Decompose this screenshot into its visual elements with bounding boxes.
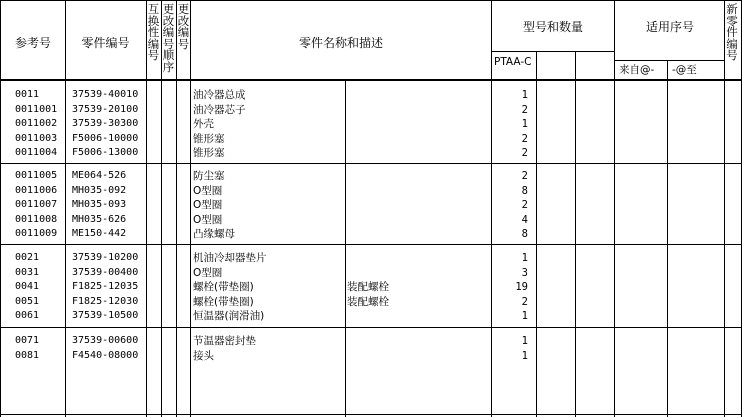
quantity: 2 (521, 147, 528, 159)
grid-line (345, 80, 346, 417)
part-no: MH035-093 (72, 199, 127, 210)
header-change-seq: 更改编号顺序 (162, 2, 175, 74)
grid-line (65, 0, 66, 417)
header-model-name: PTAA-C (494, 56, 532, 68)
ref-no: 0011003 (15, 132, 58, 144)
ref-no: 0011004 (15, 147, 58, 158)
part-name: 外壳 (193, 118, 214, 130)
quantity: 2 (521, 170, 528, 182)
part-name: O型圈 (193, 266, 223, 279)
part-name: 机油冷却器垫片 (193, 252, 267, 264)
part-no: 37539-00400 (72, 266, 139, 278)
part-no: 37539-40010 (72, 89, 139, 100)
part-no: 37539-10200 (72, 252, 139, 263)
ref-no: 0011001 (15, 103, 58, 115)
quantity: 2 (521, 295, 528, 308)
part-name: 锥形塞 (193, 147, 225, 159)
grid-line (614, 0, 615, 417)
part-name: 油冷器芯子 (193, 103, 246, 116)
part-name: 节温器密封垫 (193, 335, 256, 347)
header-model-qty: 型号和数量 (522, 20, 583, 34)
grid-line (190, 0, 191, 417)
part-name: O型圈 (193, 184, 223, 197)
grid-line (0, 244, 742, 245)
part-name: 锥形塞 (193, 132, 225, 145)
grid-line (0, 0, 742, 1)
ref-no: 0041 (15, 281, 40, 292)
header-interchange-no: 互换性编号 (147, 2, 160, 62)
part-no: 37539-00600 (72, 335, 139, 346)
quantity: 1 (521, 118, 528, 130)
part-name: 防尘塞 (193, 170, 225, 182)
part-no: 37539-10500 (72, 310, 139, 321)
ref-no: 0011008 (15, 213, 58, 225)
grid-line (0, 327, 742, 328)
grid-line (0, 163, 742, 164)
ref-no: 0081 (15, 349, 40, 361)
part-no: F5006-10000 (72, 132, 139, 144)
part-no: F5006-13000 (72, 147, 139, 158)
ref-no: 0011 (15, 89, 40, 100)
quantity: 1 (521, 310, 528, 322)
grid-line (0, 79, 742, 81)
part-no: 37539-20100 (72, 103, 139, 115)
quantity: 1 (521, 335, 528, 347)
part-name: 螺栓(带垫圈) (193, 281, 254, 293)
quantity: 3 (521, 266, 528, 279)
part-no: 37539-30300 (72, 118, 139, 129)
grid-line (491, 0, 492, 417)
part-name: O型圈 (193, 213, 223, 226)
quantity: 2 (521, 132, 528, 145)
header-applicable-seq: 适用序号 (645, 20, 694, 34)
part-no: ME150-442 (72, 228, 127, 239)
grid-line (161, 0, 162, 417)
header-from: 来自@- (619, 64, 655, 76)
grid-line (492, 51, 615, 52)
quantity: 2 (521, 103, 528, 116)
header-part-name-desc: 零件名称和描述 (298, 36, 383, 50)
part-name: 接头 (193, 349, 214, 362)
ref-no: 0011002 (15, 118, 58, 129)
quantity: 4 (521, 213, 528, 226)
quantity: 1 (521, 252, 528, 264)
grid-line (575, 51, 576, 417)
part-no: F4540-08000 (72, 349, 139, 361)
ref-no: 0061 (15, 310, 40, 321)
part-name: 恒温器(润滑油) (193, 310, 265, 322)
part-name: 油冷器总成 (193, 89, 246, 101)
part-name: 凸缘螺母 (193, 228, 235, 240)
part-name: O型圈 (193, 199, 223, 211)
part-description: 装配螺栓 (347, 295, 389, 308)
quantity: 8 (521, 184, 528, 197)
part-no: MH035-626 (72, 213, 127, 225)
ref-no: 0011005 (15, 170, 58, 181)
header-to: -@至 (672, 64, 697, 76)
header-new-part-no: 新零件编号 (726, 2, 738, 62)
grid-line (724, 0, 725, 417)
ref-no: 0011007 (15, 199, 58, 210)
part-description: 装配螺栓 (347, 281, 389, 293)
header-part-no: 零件编号 (81, 36, 130, 50)
ref-no: 0031 (15, 266, 40, 278)
part-no: F1825-12035 (72, 281, 139, 292)
ref-no: 0011009 (15, 228, 58, 239)
header-ref-no: 参考号 (14, 36, 51, 50)
quantity: 1 (521, 349, 528, 362)
part-name: 螺栓(带垫圈) (193, 295, 254, 308)
grid-line (146, 0, 147, 417)
grid-line (176, 0, 177, 417)
grid-line (667, 60, 668, 417)
part-no: F1825-12030 (72, 295, 139, 307)
ref-no: 0071 (15, 335, 40, 346)
ref-no: 0021 (15, 252, 40, 263)
grid-line (0, 414, 742, 415)
grid-line (0, 0, 1, 417)
part-no: ME064-526 (72, 170, 127, 181)
part-no: MH035-092 (72, 184, 127, 196)
header-change-no: 更改编号 (177, 2, 190, 51)
quantity: 2 (521, 199, 528, 211)
quantity: 19 (515, 281, 528, 293)
grid-line (536, 51, 537, 417)
ref-no: 0051 (15, 295, 40, 307)
grid-line (615, 60, 725, 61)
quantity: 8 (521, 228, 528, 240)
ref-no: 0011006 (15, 184, 58, 196)
quantity: 1 (521, 89, 528, 101)
